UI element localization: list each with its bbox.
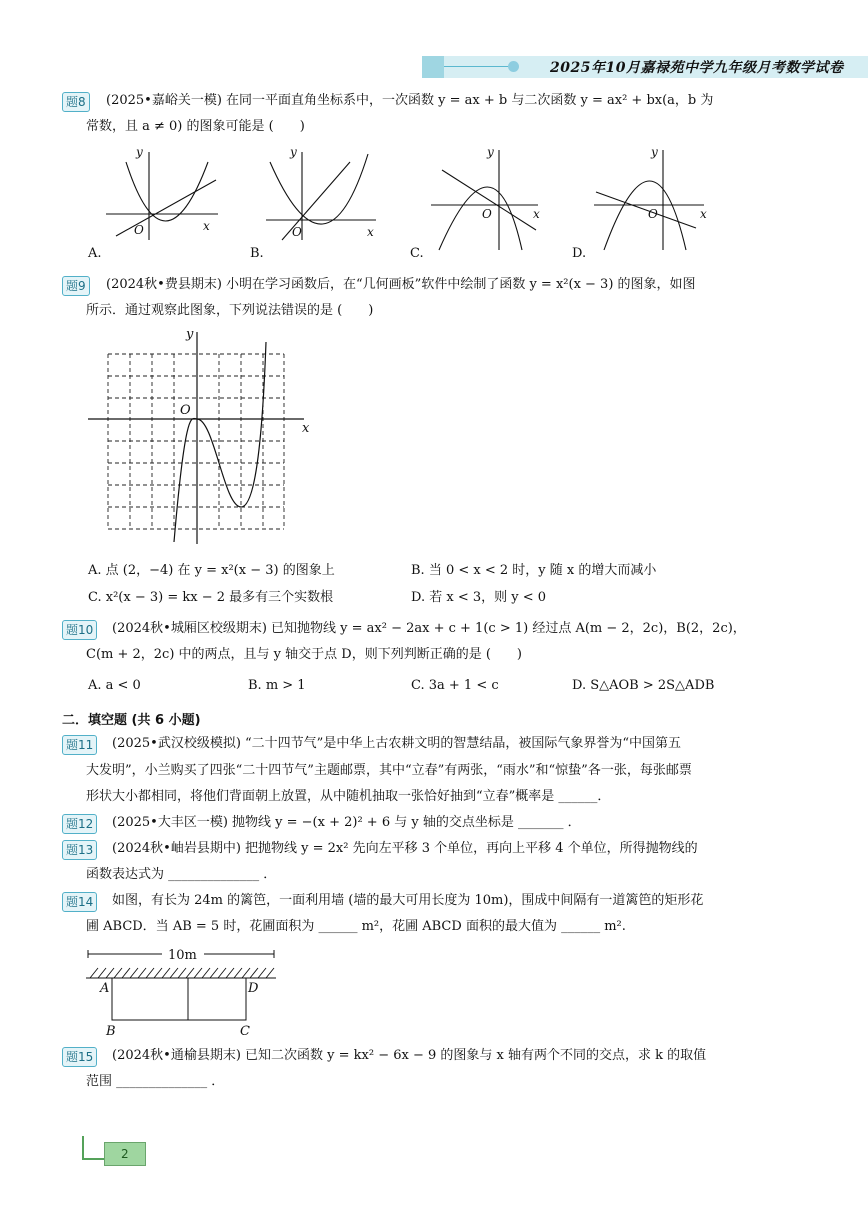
q9-origin-label: O bbox=[180, 403, 191, 418]
q15-line1: (2024秋•通榆县期末) 已知二次函数 y = kx² − 6x − 9 的图象与 x 轴有两个不同的交点，求 k 的取值 bbox=[112, 1048, 707, 1063]
q8c-x-label: x bbox=[533, 207, 540, 221]
q9-option-a: A. 点 (2，−4) 在 y = x²(x − 3) 的图象上 bbox=[88, 563, 335, 578]
q11-line2: 大发明”，小兰购买了四张“二十四节气”主题邮票，其中“立春”有两张，“雨水”和“惊蛰”各一张，每张邮票 bbox=[86, 763, 692, 778]
q14-label-a: A bbox=[100, 981, 110, 996]
q9-x-label: x bbox=[302, 421, 310, 436]
q10-option-d: D. S△AOB > 2S△ADB bbox=[572, 678, 715, 693]
q8c-y-label: y bbox=[487, 145, 494, 159]
q8b-y-label: y bbox=[290, 145, 297, 159]
question-tag-14: 题14 bbox=[62, 892, 97, 912]
q8d-origin-label: O bbox=[648, 207, 658, 221]
q12-line1: (2025•大丰区一模) 抛物线 y = −(x + 2)² + 6 与 y 轴的交点坐标是 _______ ． bbox=[112, 815, 581, 830]
question-tag-10: 题10 bbox=[62, 620, 97, 640]
q10-option-b: B. m > 1 bbox=[248, 678, 306, 693]
q8b-x-label: x bbox=[367, 225, 374, 239]
q9-option-b: B. 当 0 < x < 2 时，y 随 x 的增大而减小 bbox=[411, 563, 657, 578]
q11-line3: 形状大小都相同，将他们背面朝上放置，从中随机抽取一张恰好抽到“立春”概率是 ______． bbox=[86, 789, 611, 804]
q13-line2: 函数表达式为 ______________ ． bbox=[86, 867, 277, 882]
q9-line2: 所示．通过观察此图象，下列说法错误的是 ( ) bbox=[86, 303, 374, 318]
q8a-y-label: y bbox=[136, 145, 143, 159]
q14-figure bbox=[84, 940, 284, 1040]
header-decor-line bbox=[444, 66, 514, 67]
q9-line1: (2024秋•费县期末) 小明在学习函数后，在“几何画板”软件中绘制了函数 y = x²(x − 3) 的图象，如图 bbox=[106, 277, 696, 292]
question-tag-12: 题12 bbox=[62, 814, 97, 834]
q10-line2: C(m + 2，2c) 中的两点，且与 y 轴交于点 D，则下列判断正确的是 ( ) bbox=[86, 647, 522, 662]
q8d-y-label: y bbox=[651, 145, 658, 159]
footer-decor-line bbox=[82, 1136, 84, 1160]
q8a-origin-label: O bbox=[134, 223, 144, 237]
q8-option-b: B. bbox=[250, 246, 264, 261]
q10-option-a: A. a < 0 bbox=[88, 678, 141, 693]
q9-option-c: C. x²(x − 3) = kx − 2 最多有三个实数根 bbox=[88, 590, 334, 605]
section-title-fill-in: 二．填空题 (共 6 小题) bbox=[62, 713, 201, 728]
header-decor-box bbox=[422, 56, 444, 78]
q14-label-d: D bbox=[248, 981, 259, 996]
header-title: 2025年10月嘉禄苑中学九年级月考数学试卷 bbox=[550, 60, 844, 76]
q14-line1: 如图，有长为 24m 的篱笆，一面利用墙 (墙的最大可用长度为 10m)，围成中间隔有一道篱笆的矩形花 bbox=[112, 893, 704, 908]
q8-option-d: D. bbox=[572, 246, 587, 261]
q9-graph bbox=[84, 322, 324, 550]
question-tag-8: 题8 bbox=[62, 92, 90, 112]
footer-decor-line-horizontal bbox=[82, 1158, 106, 1160]
question-tag-15: 题15 bbox=[62, 1047, 97, 1067]
q15-line2: 范围 ______________ ． bbox=[86, 1074, 225, 1089]
q9-y-label: y bbox=[186, 327, 194, 342]
question-tag-11: 题11 bbox=[62, 735, 97, 755]
q14-length-label: 10m bbox=[168, 948, 197, 963]
q8a-x-label: x bbox=[203, 219, 210, 233]
q8-option-c: C. bbox=[410, 246, 424, 261]
q14-label-b: B bbox=[106, 1024, 116, 1039]
q8-line2: 常数，且 a ≠ 0) 的图象可能是 ( ) bbox=[86, 119, 305, 134]
q8d-x-label: x bbox=[700, 207, 707, 221]
q14-line2: 圃 ABCD．当 AB = 5 时，花圃面积为 ______ m²，花圃 ABCD 面积的最大值为 ______ m². bbox=[86, 919, 626, 934]
q9-option-d: D. 若 x < 3，则 y < 0 bbox=[411, 590, 547, 605]
q8c-origin-label: O bbox=[482, 207, 492, 221]
q8-graphs bbox=[96, 140, 756, 260]
question-tag-9: 题9 bbox=[62, 276, 90, 296]
q11-line1: (2025•武汉校级模拟) “二十四节气”是中华上古农耕文明的智慧结晶，被国际气象界誉为“中国第五 bbox=[112, 736, 681, 751]
question-tag-13: 题13 bbox=[62, 840, 97, 860]
q10-line1: (2024秋•城厢区校级期末) 已知抛物线 y = ax² − 2ax + c + 1(c > 1) 经过点 A(m − 2，2c)，B(2，2c)， bbox=[112, 621, 746, 636]
q8-line1: (2025•嘉峪关一模) 在同一平面直角坐标系中，一次函数 y = ax + b 与二次函数 y = ax² + bx(a，b 为 bbox=[106, 93, 714, 108]
page-number: 2 bbox=[104, 1142, 146, 1166]
q8-option-a: A. bbox=[88, 246, 102, 261]
q13-line1: (2024秋•岫岩县期中) 把抛物线 y = 2x² 先向左平移 3 个单位，再向上平移 4 个单位，所得抛物线的 bbox=[112, 841, 698, 856]
q8b-origin-label: O bbox=[292, 225, 302, 239]
q14-label-c: C bbox=[240, 1024, 250, 1039]
header-decor-dot bbox=[508, 61, 519, 72]
q10-option-c: C. 3a + 1 < c bbox=[411, 678, 499, 693]
